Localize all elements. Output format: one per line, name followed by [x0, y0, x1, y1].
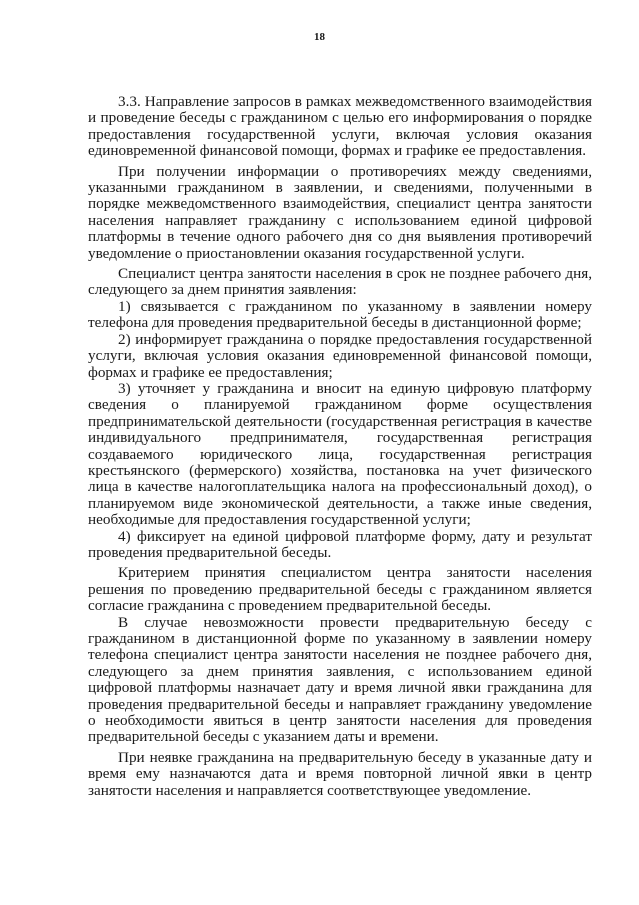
body-text — [88, 94, 592, 799]
page-number: 18 — [314, 31, 325, 43]
paragraph-personal-visit: В случае невозможности провести предварительную беседу с гражданином в дистанционной форме по указанному в заявлении номеру телефона специалист центра занятости населения не позднее рабочего дня, следующего за днем принятия заявления, с использованием единой цифровой платформы назначает дату и время личной явки гражданина для проведения предварительной беседы и направляет гражданину уведомление о необходимости явиться в центр занятости населения для проведения предварительной беседы с указанием даты и времени. — [88, 613, 592, 746]
paragraph-section-3-3: 3.3. Направление запросов в рамках межведомственного взаимодействия и проведение беседы с гражданином с целью его информирования о порядке предоставления государственной услуги, включая условия оказания единовременной финансовой помощи, формах и графике ее предоставления. — [88, 93, 592, 160]
paragraph-specialist-duties: Специалист центра занятости населения в срок не позднее рабочего дня, следующего за днем принятия заявления: — [88, 265, 592, 299]
list-item-4: 4) фиксирует на единой цифровой платформе форму, дату и результат проведения предварительной беседы. — [88, 527, 592, 561]
paragraph-criterion: Критерием принятия специалистом центра занятости населения решения по проведению предварительной беседы с гражданином является согласие гражданина с проведением предварительной беседы. — [88, 564, 592, 615]
list-item-1: 1) связывается с гражданином по указанному в заявлении номеру телефона для проведения предварительной беседы в дистанционной форме; — [88, 297, 592, 332]
list-item-2: 2) информирует гражданина о порядке предоставления государственной услуги, включая условия оказания единовременной финансовой помощи, формах и графике ее предоставления; — [88, 330, 592, 381]
list-item-3: 3) уточняет у гражданина и вносит на единую цифровую платформу сведения о планируемой гражданином форме осуществления предпринимательской деятельности (государственная регистрация в качестве индивидуального предпринимателя, государственная регистрация создаваемого юридического лица, государственная регистрация крестьянского (фермерского) хозяйства, постановка на учет физического лица в качестве налогоплательщика налога на профессиональный доход), о планируемом виде экономической деятельности, а также иные сведения, необходимые для предоставления государственной услуги; — [88, 379, 592, 529]
paragraph-contradictions: При получении информации о противоречиях между сведениями, указанными гражданином в заявлении, и сведениями, полученными в порядке межведомственного взаимодействия, специалист центра занятости населения направляет гражданину с использованием единой цифровой платформы в течение одного рабочего дня со дня выявления противоречий уведомление о приостановлении оказания государственной услуги. — [88, 162, 592, 262]
paragraph-no-show: При неявке гражданина на предварительную беседу в указанные дату и время ему назначаются дата и время повторной личной явки в центр занятости населения и направляется соответствующее уведомление. — [88, 748, 592, 799]
